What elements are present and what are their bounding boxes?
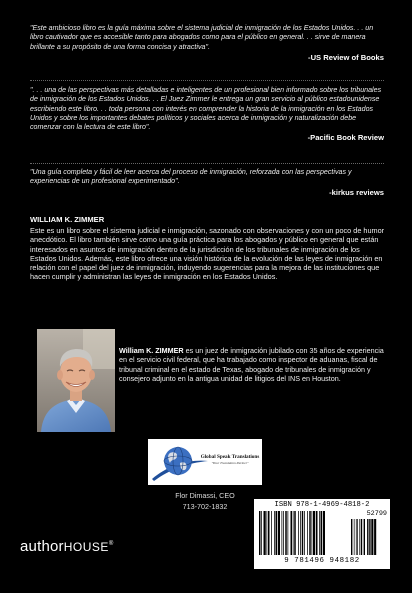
publisher-name-b: HOUSE bbox=[63, 540, 109, 554]
review-source: -US Review of Books bbox=[308, 52, 384, 62]
summary-heading: WILLIAM K. ZIMMER bbox=[30, 215, 105, 224]
author-bio bbox=[119, 346, 387, 383]
review-2 bbox=[30, 86, 384, 142]
price-code: 52799 bbox=[366, 510, 387, 518]
translator-logo bbox=[148, 439, 262, 485]
author-name: William K. ZIMMER bbox=[119, 346, 184, 355]
review-source: -kirkus reviews bbox=[329, 187, 384, 197]
review-quote: ". . . una de las perspectivas más detalladas e inteligentes de un profesional bien informado sobre los tribunales de inmigración de los Estados Unidos. . . El Juez Zimmer le entrega un gran servicio al público estadounidense escribiendo este libro. . . toda persona con interés en comprender la historia de la inmigración en los Estados Unidos y sobre los importantes debates políticos y sociales acerca de inmigración y naturalización debe comenzar con la lectura de este libro". bbox=[30, 86, 382, 132]
author-photo bbox=[37, 329, 115, 432]
author-portrait bbox=[37, 329, 115, 432]
registered-mark: ® bbox=[108, 541, 114, 547]
review-quote: "Este ambicioso libro es la guía máxima sobre el sistema judicial de inmigración de los Estados Unidos. . . un libro cautivador que es accesible tanto para abogados como para el público en general. . . sirve de manera brillante a su propósito de una forma concisa y atractiva". bbox=[30, 24, 374, 51]
review-quote: "Una guía completa y fácil de leer acerca del proceso de inmigración, reforzada con las perspectivas y experiencias de un profesional experimentado". bbox=[30, 168, 352, 186]
ean-number: 9 781496 948182 bbox=[284, 557, 360, 565]
review-source: -Pacific Book Review bbox=[307, 133, 384, 143]
translator-ceo: Flor Dimassi, CEO bbox=[175, 491, 235, 500]
summary-text: Este es un libro sobre el sistema judicial e inmigración, sazonado con observaciones y con un poco de humor anecdótico. El libro también sirve como una guía práctica para los abogados y público en general que están interesados en asuntos de inmigración dentro de la jurisdicción de los tribunales de inmigración de los Estados Unidos. Además, este libro ofrece una visión histórica de la evolución de las leyes de inmigración en relación con el papel del juez de inmigración, induyendo sugerencias para la mejora de las instituciones que hacen cumplir y administran las leyes de inmigración en los Estados Unidos. bbox=[30, 226, 385, 282]
review-1 bbox=[30, 24, 384, 62]
divider bbox=[30, 80, 384, 81]
author-bio-text: es un juez de inmigración jubilado con 35 años de experiencia en el servicio civil federal, que ha trabajado como inspector de aduanas, fiscal de tribunal criminal en el estado de Texas, abogado de tribunales de inmigración y consejero adjunto en la antigua unidad de litigios del INS en Houston. bbox=[119, 346, 384, 383]
divider bbox=[30, 163, 384, 164]
book-summary bbox=[30, 215, 386, 282]
barcode-bars bbox=[257, 511, 387, 557]
publisher-logo bbox=[20, 538, 114, 555]
logo-tagline: "Your Translation Partner" bbox=[211, 461, 249, 465]
logo-name: Global Speak Translations bbox=[200, 454, 260, 460]
translator-phone: 713-702-1832 bbox=[182, 502, 228, 511]
isbn-barcode bbox=[254, 499, 390, 569]
publisher-name-a: author bbox=[20, 538, 64, 555]
isbn-number: ISBN 978-1-4969-4818-2 bbox=[274, 501, 370, 509]
review-3 bbox=[30, 168, 384, 197]
